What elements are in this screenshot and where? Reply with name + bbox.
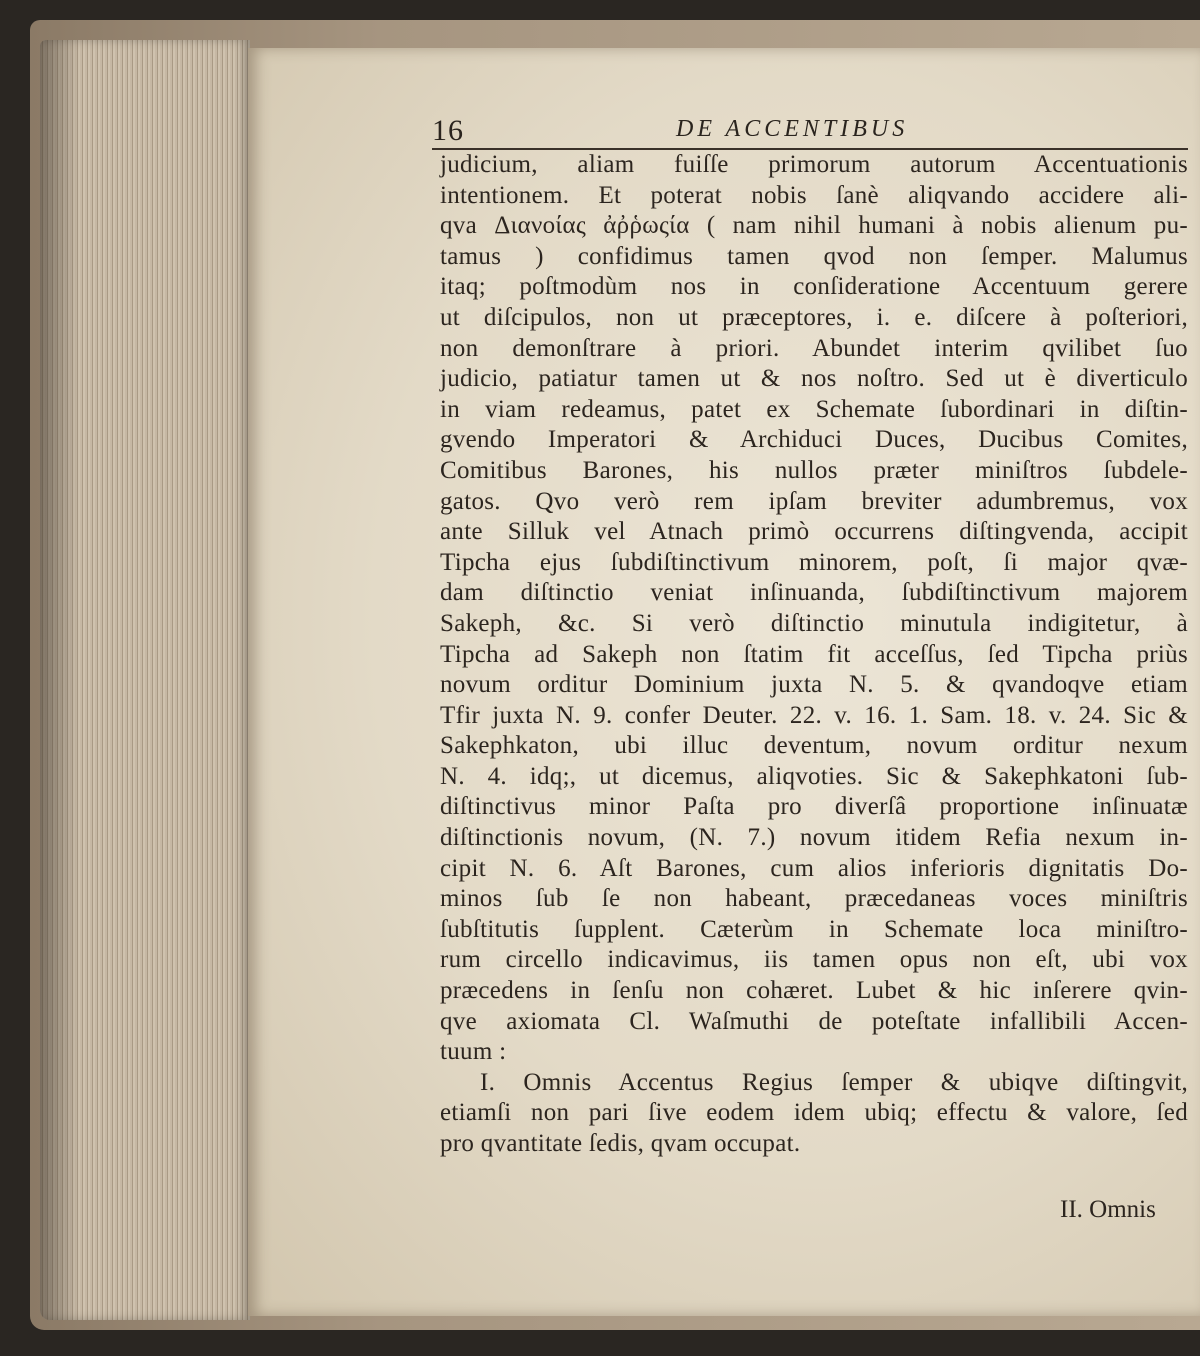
text-line: Tipcha ad Sakeph non ſtatim fit acceſſus, ſed Tipcha priùs [440, 640, 1188, 668]
axiom-line: pro qvantitate ſedis, qvam occupat. [440, 1130, 801, 1157]
text-line: qve axiomata Cl. Waſmuthi de poteſtate infallibili Accen- [440, 1007, 1188, 1035]
text-line: qva Διανοίας ἀῤῥωςία ( nam nihil humani à nobis alienum pu- [440, 212, 1188, 240]
axiom-line: etiamſi non pari ſive eodem idem ubiq; effectu & valore, ſed [440, 1099, 1188, 1127]
text-line: diſtinctivus minor Paſta pro diverſâ proportione inſinuatæ [440, 793, 1188, 821]
text-line: judicio, patiatur tamen ut & nos noſtro. Sed ut è diverticulo [440, 365, 1188, 393]
text-line: Sakeph, &c. Si verò diſtinctio minutula indigitetur, à [440, 609, 1188, 637]
text-line: dam diſtinctio veniat inſinuanda, ſubdiſtinctivum majorem [440, 579, 1188, 607]
text-line: itaq; poſtmodùm nos in conſideratione Accentuum gerere [440, 273, 1188, 301]
body-text [440, 150, 1188, 1160]
text-line: minos ſub ſe non habeant, præcedaneas voces miniſtris [440, 885, 1188, 913]
text-line: ut diſcipulos, non ut præceptores, i. e. diſcere à poſteriori, [440, 303, 1188, 331]
text-line: gatos. Qvo verò rem ipſam breviter adumbremus, vox [440, 487, 1188, 515]
text-line: tamus ) confidimus tamen qvod non ſemper. Malumus [440, 242, 1188, 270]
running-title: DE ACCENTIBUS [676, 116, 909, 142]
axiom-line: I. Omnis Accentus Regius ſemper & ubiqve diſtingvit, [480, 1068, 1188, 1096]
text-line: intentionem. Et poterat nobis ſanè aliqvando accidere ali- [440, 181, 1188, 209]
catchword: II. Omnis [1060, 1196, 1156, 1223]
text-line: ante Silluk vel Atnach primò occurrens diſtingvenda, accipit [440, 518, 1188, 546]
text-line: in viam redeamus, patet ex Schemate ſubordinari in diſtin- [440, 395, 1188, 423]
text-line: Sakephkaton, ubi illuc deventum, novum orditur nexum [440, 732, 1188, 760]
text-line: Comitibus Barones, his nullos præter miniſtros ſubdele- [440, 456, 1188, 484]
text-line: cipit N. 6. Aſt Barones, cum alios inferioris dignitatis Do- [440, 854, 1188, 882]
text-line: diſtinctionis novum, (N. 7.) novum itidem Refia nexum in- [440, 824, 1188, 852]
running-head [432, 114, 1188, 150]
text-line: præcedens in ſenſu non cohæret. Lubet & hic inſerere qvin- [440, 977, 1188, 1005]
text-line: judicium, aliam fuiſſe primorum autorum Accentuationis [440, 151, 1188, 178]
text-line: gvendo Imperatori & Archiduci Duces, Ducibus Comites, [440, 426, 1188, 454]
text-line: tuum : [440, 1038, 507, 1066]
text-line: non demonſtrare à priori. Abundet interim qvilibet ſuo [440, 334, 1188, 362]
text-line: rum circello indicavimus, iis tamen opus non eſt, ubi vox [440, 946, 1188, 974]
text-line: novum orditur Dominium juxta N. 5. & qvandoqve etiam [440, 671, 1188, 699]
text-line: ſubſtitutis ſupplent. Cæterùm in Schemate loca miniſtro- [440, 915, 1188, 943]
text-line: Tfir juxta N. 9. confer Deuter. 22. v. 16. 1. Sam. 18. v. 24. Sic & [440, 701, 1188, 729]
spine-shadow [40, 40, 80, 1320]
text-line: N. 4. idq;, ut dicemus, aliqvoties. Sic & Sakephkatoni ſub- [440, 762, 1188, 790]
page-number: 16 [432, 114, 464, 147]
text-line: Tipcha ejus ſubdiſtinctivum minorem, poſt, ſi major qvæ- [440, 548, 1188, 576]
